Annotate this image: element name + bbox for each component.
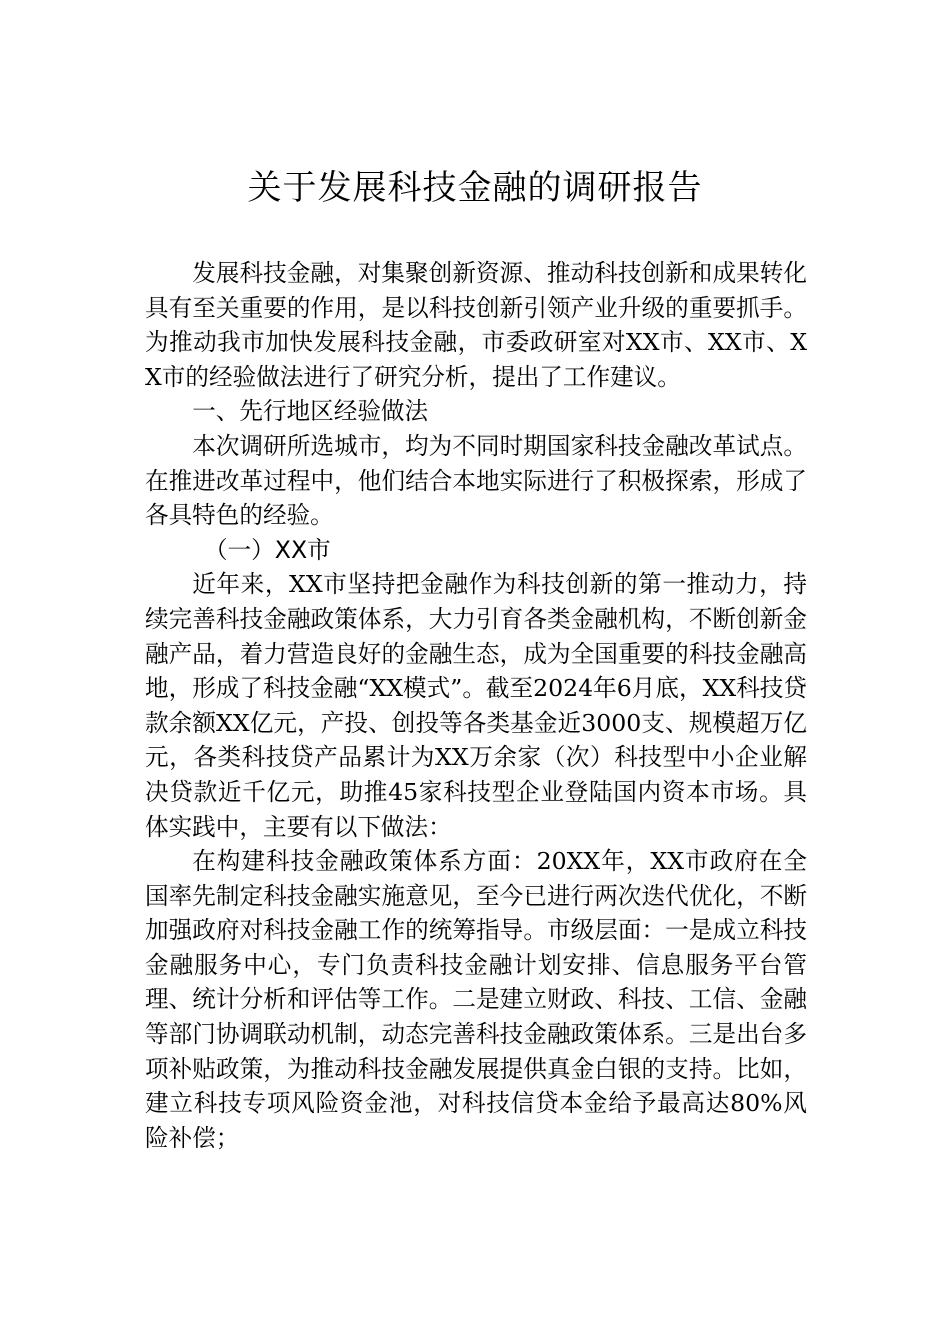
city-overview-paragraph: 近年来，XX市坚持把金融作为科技创新的第一推动力，持续完善科技金融政策体系，大力引育各类金融机构，不断创新金融产品，着力营造良好的金融生态，成为全国重要的科技金融高地，形成了科技金融“XX模式”。截至2024年6月底，XX科技贷款余额XX亿元，产投、创投等各类基金近3000支、规模超万亿元，各类科技贷产品累计为XX万余家（次）科技型中小企业解决贷款近千亿元，助推45家科技型企业登陆国内资本市场。具体实践中，主要有以下做法：: [145, 570, 807, 841]
document-body: [145, 256, 807, 1155]
section-heading: 一、先行地区经验做法: [192, 397, 429, 426]
document-title: 关于发展科技金融的调研报告: [247, 168, 703, 208]
section-intro-paragraph: 本次调研所选城市，均为不同时期国家科技金融改革试点。在推进改革过程中，他们结合本地实际进行了积极探索，形成了各具特色的经验。: [145, 431, 807, 530]
policy-system-paragraph: 在构建科技金融政策体系方面：20XX年，XX市政府在全国率先制定科技金融实施意见，至今已进行两次迭代优化，不断加强政府对科技金融工作的统筹指导。市级层面：一是成立科技金融服务中心，专门负责科技金融计划安排、信息服务平台管理、统计分析和评估等工作。二是建立财政、科技、工信、金融等部门协调联动机制，动态完善科技金融政策体系。三是出台多项补贴政策，为推动科技金融发展提供真金白银的支持。比如，建立科技专项风险资金池，对科技信贷本金给予最高达80%风险补偿；: [145, 847, 807, 1152]
subsection-heading: （一）XX市: [204, 535, 331, 564]
intro-paragraph: 发展科技金融，对集聚创新资源、推动科技创新和成果转化具有至关重要的作用，是以科技创新引领产业升级的重要抓手。为推动我市加快发展科技金融，市委政研室对XX市、XX市、XX市的经验做法进行了研究分析，提出了工作建议。: [145, 259, 807, 391]
